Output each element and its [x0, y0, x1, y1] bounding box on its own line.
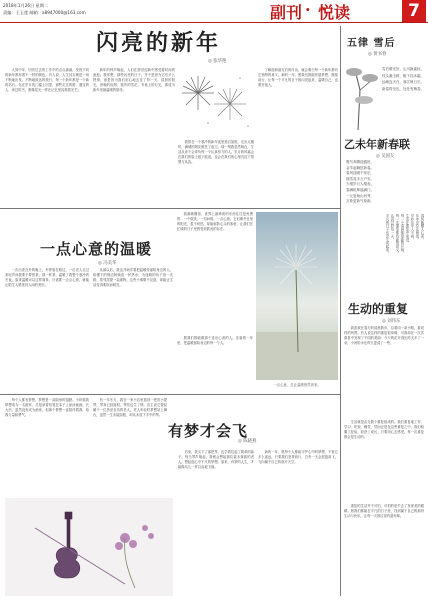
couplet-line: 春满乾坤福满门。	[346, 187, 374, 192]
firework-right-icon	[214, 88, 246, 120]
article-body-col1: 人到中年，回首过去的工作中的点点滴滴，发现不同的新年都有着不一样的颜色。有人说，人生其实就是一场不断地出发、不断地抵达的旅行，每一个新年都是一个新的站台。站在岁月的门槛上回望，那些走过的路、遇过的人、读过的书，都像星光一样在记忆里闪烁着光芒。	[5, 68, 89, 93]
fireworks-illustration	[178, 68, 254, 138]
couplet-line: 骏马奔腾迎盛世，	[346, 160, 374, 164]
couplet-body	[346, 160, 426, 206]
article-title-spring-couplets: 乙未年新春联	[344, 138, 410, 151]
verse-column	[344, 214, 424, 274]
article-byline: ◎ 黄书春	[368, 52, 387, 57]
poem-line: 雪后晴光好，山川换素妆。	[382, 67, 424, 71]
section-divider	[0, 208, 340, 209]
page-number: 7	[408, 1, 420, 21]
article-title-dream-to-fly: 有梦才会飞	[168, 422, 249, 440]
header-divider	[0, 22, 428, 23]
couplet-line: 金羊起舞贺新春。	[346, 165, 374, 170]
article-title-shining-new-year: 闪亮的新年	[96, 30, 222, 56]
couplet-line: 瑞雪兆丰万户安。	[346, 176, 374, 181]
pine-illustration	[344, 60, 380, 132]
verse-line: 生活在重复中前进。	[405, 214, 409, 245]
page-number-box	[402, 0, 426, 22]
verse-line: 春风唤醒人心喜，	[420, 214, 424, 242]
article-body-col4: 了解他和朋友们的付出，就会明白每一个新年都有它独特的意义。新的一年，愿我们都能怀揣梦想，继续前行，让每一个平凡的日子都闪亮起来，温暖自己，也照亮他人。	[258, 68, 338, 88]
article-title-five-character-poem: 五律 雪后	[347, 38, 396, 49]
article-body-col2: 有一年冬天，我在一家小店里看到一把旧小提琴，琴身已经斑驳，琴弦也生了锈。店主说它曾经属于一位热爱音乐的老人。老人年轻时梦想站上舞台，虽然一生未能如愿，却从未放下手中的琴。	[93, 398, 167, 418]
verse-line: 岁岁年年人不同，	[410, 214, 414, 242]
photo-caption: 一点心意，总让温暖悄然到来。	[273, 383, 321, 387]
article-body-col1: 每个人都有梦想，梦想是一双隐形的翅膀。小时候我梦想成为一名画家，总是拿着铅笔在本子上涂涂画画。长大后，虽然没有成为画家，但那个梦想一直陪伴着我，给我力量和勇气。	[5, 398, 89, 418]
verse-line: 年年岁岁花相似。	[415, 214, 419, 242]
couplet-line: 万象更新气象新。	[346, 199, 374, 204]
article-body-col1: 我喜欢在春天的清晨散步，沿着同一条小路，看同样的风景。有人说这样的重复很单调，可我却在一次次重复中发现了不同的美丽：今天的花开得比昨天多了一朵，小河的水比昨天更清了一些。	[344, 326, 424, 346]
article-body-col3: 我曾在一个寒冷的新年夜里独自加班，走出大楼时，满城的烟花照亮了夜空。那一刻我忽然明白，生活从来不会辜负每一个认真努力的人。岁月的风霜会在我们的脸上留下痕迹，也会在我们的心里沉淀下智慧与从容。	[178, 140, 254, 165]
poem-line: 远岫连天白，寒江映日长。	[382, 80, 424, 84]
article-body-col2: 新年的钟声响起，人们在辞旧迎新中感受着时间的流逝。我常想，那些闪亮的日子，并不是因为它们多么特别，而是因为我们用心地去过了每一天。清晨的阳光，傍晚的炊烟，窗外的雪花，书桌上的灯光，都成为新年里最温暖的陪伴。	[93, 68, 175, 93]
couplet-line: 天增岁月人增寿，	[346, 182, 374, 187]
article-title-vivid-repetition: 生动的重复	[348, 302, 409, 316]
section-name-yuedu: 悦读	[318, 3, 351, 22]
poem-body	[382, 66, 428, 136]
article-byline: ◎ 冯美华	[98, 261, 117, 266]
article-body-col4: 新的一年，愿每个人都能守护心中的梦想，不管它多么遥远，只要我们坚持前行，总有一天会展翅高飞，飞向属于自己的那片天空。	[258, 450, 338, 465]
poem-line: 新春将至也，处处有梅香。	[382, 86, 424, 91]
violin-illustration	[5, 498, 173, 596]
section-name-fukan: 副刊	[270, 3, 303, 22]
article-byline: ◎ 刘伟东	[382, 319, 401, 324]
article-byline: ◎ 吴国友	[376, 154, 395, 159]
verse-line: 每一次重复都有新的意义。	[395, 214, 399, 255]
article-body-col3: 后来，我买下了那把琴，也学着拉起了简单的曲子。每当琴声响起，我就会想起那位素未谋面的老人，想起他心中不灭的梦想。原来，有梦的人生，才能像鸟儿一样自由地飞翔。	[178, 450, 254, 470]
article-body-col3: 我渐渐懂得，世界上最珍贵的东西往往是免费的：一个微笑，一句问候，一点心意。它们像冬日里的阳光，虽不炽热，却能驱散心头的寒意，让我们在忙碌的日子里感受到彼此的存在。	[177, 212, 253, 232]
poem-line: 枝头凝玉树，檐下挂冰霜。	[382, 73, 424, 78]
editor-info: 责编：王玉莲 邮箱：a8947000@163.com	[3, 10, 86, 15]
firework-left-icon	[182, 76, 214, 110]
column-divider	[340, 26, 341, 596]
article-byline: ◎ 张华艳	[208, 59, 227, 64]
verse-line: 认真过好每一天，	[390, 214, 394, 242]
couplet-line: 一元复始山河秀，	[346, 193, 374, 198]
article-byline: ◎ 陈晓燕	[238, 439, 257, 444]
verse-line: 每一个清晨都是新的开始，	[400, 214, 404, 255]
article-body-col4: 愿我们都能做那个送出心意的人。在新的一年里，把温暖留给身边的每一个人。	[177, 336, 253, 346]
masthead	[0, 0, 428, 22]
couplet-line: 春风送暖千家乐，	[346, 171, 374, 176]
section-divider	[0, 394, 340, 395]
verse-line: 平凡的日子也会生动起来。	[385, 214, 389, 255]
article-body-col3: 重复的生活并不可怕，可怕的是失去了发现美的眼睛。愿我们都能在平凡的日子里，找到属于自己的那份生动与快乐，让每一天都过得有滋有味。	[344, 504, 424, 519]
article-body-col2: 生活就是由无数个重复组成的。我们重复地工作、学习、吃饭、睡觉，然而正是在这些重复之中，我们积累了经验，收获了成长。只要用心去感受，每一次重复都会是生动的。	[344, 420, 424, 440]
article-body-col2: 从那以后，我也开始学着把温暖传递给身边的人。给楼下的保洁阿姨送一杯热水，为迷路的孩子指一次路，帮邻居提一袋重物。这些小事微不足道，却能让生活变得柔软而明亮。	[93, 268, 173, 288]
section-dot: ·	[305, 0, 311, 19]
issue-date: 2018年1月26日 星期二	[3, 3, 49, 8]
article-title-warmth: 一点心意的温暖	[40, 240, 153, 258]
article-body-col1: 一次出差在外的晚上，车停靠在路边，一位老人走过来轻声问我要不要热茶。那一杯茶，温暖了我整个寒冷的冬夜。原来温暖可以这样简单，只需要一点点心意，就能让陌生人感受到人间的美好。	[5, 268, 89, 288]
dandelion-photo	[256, 212, 338, 380]
